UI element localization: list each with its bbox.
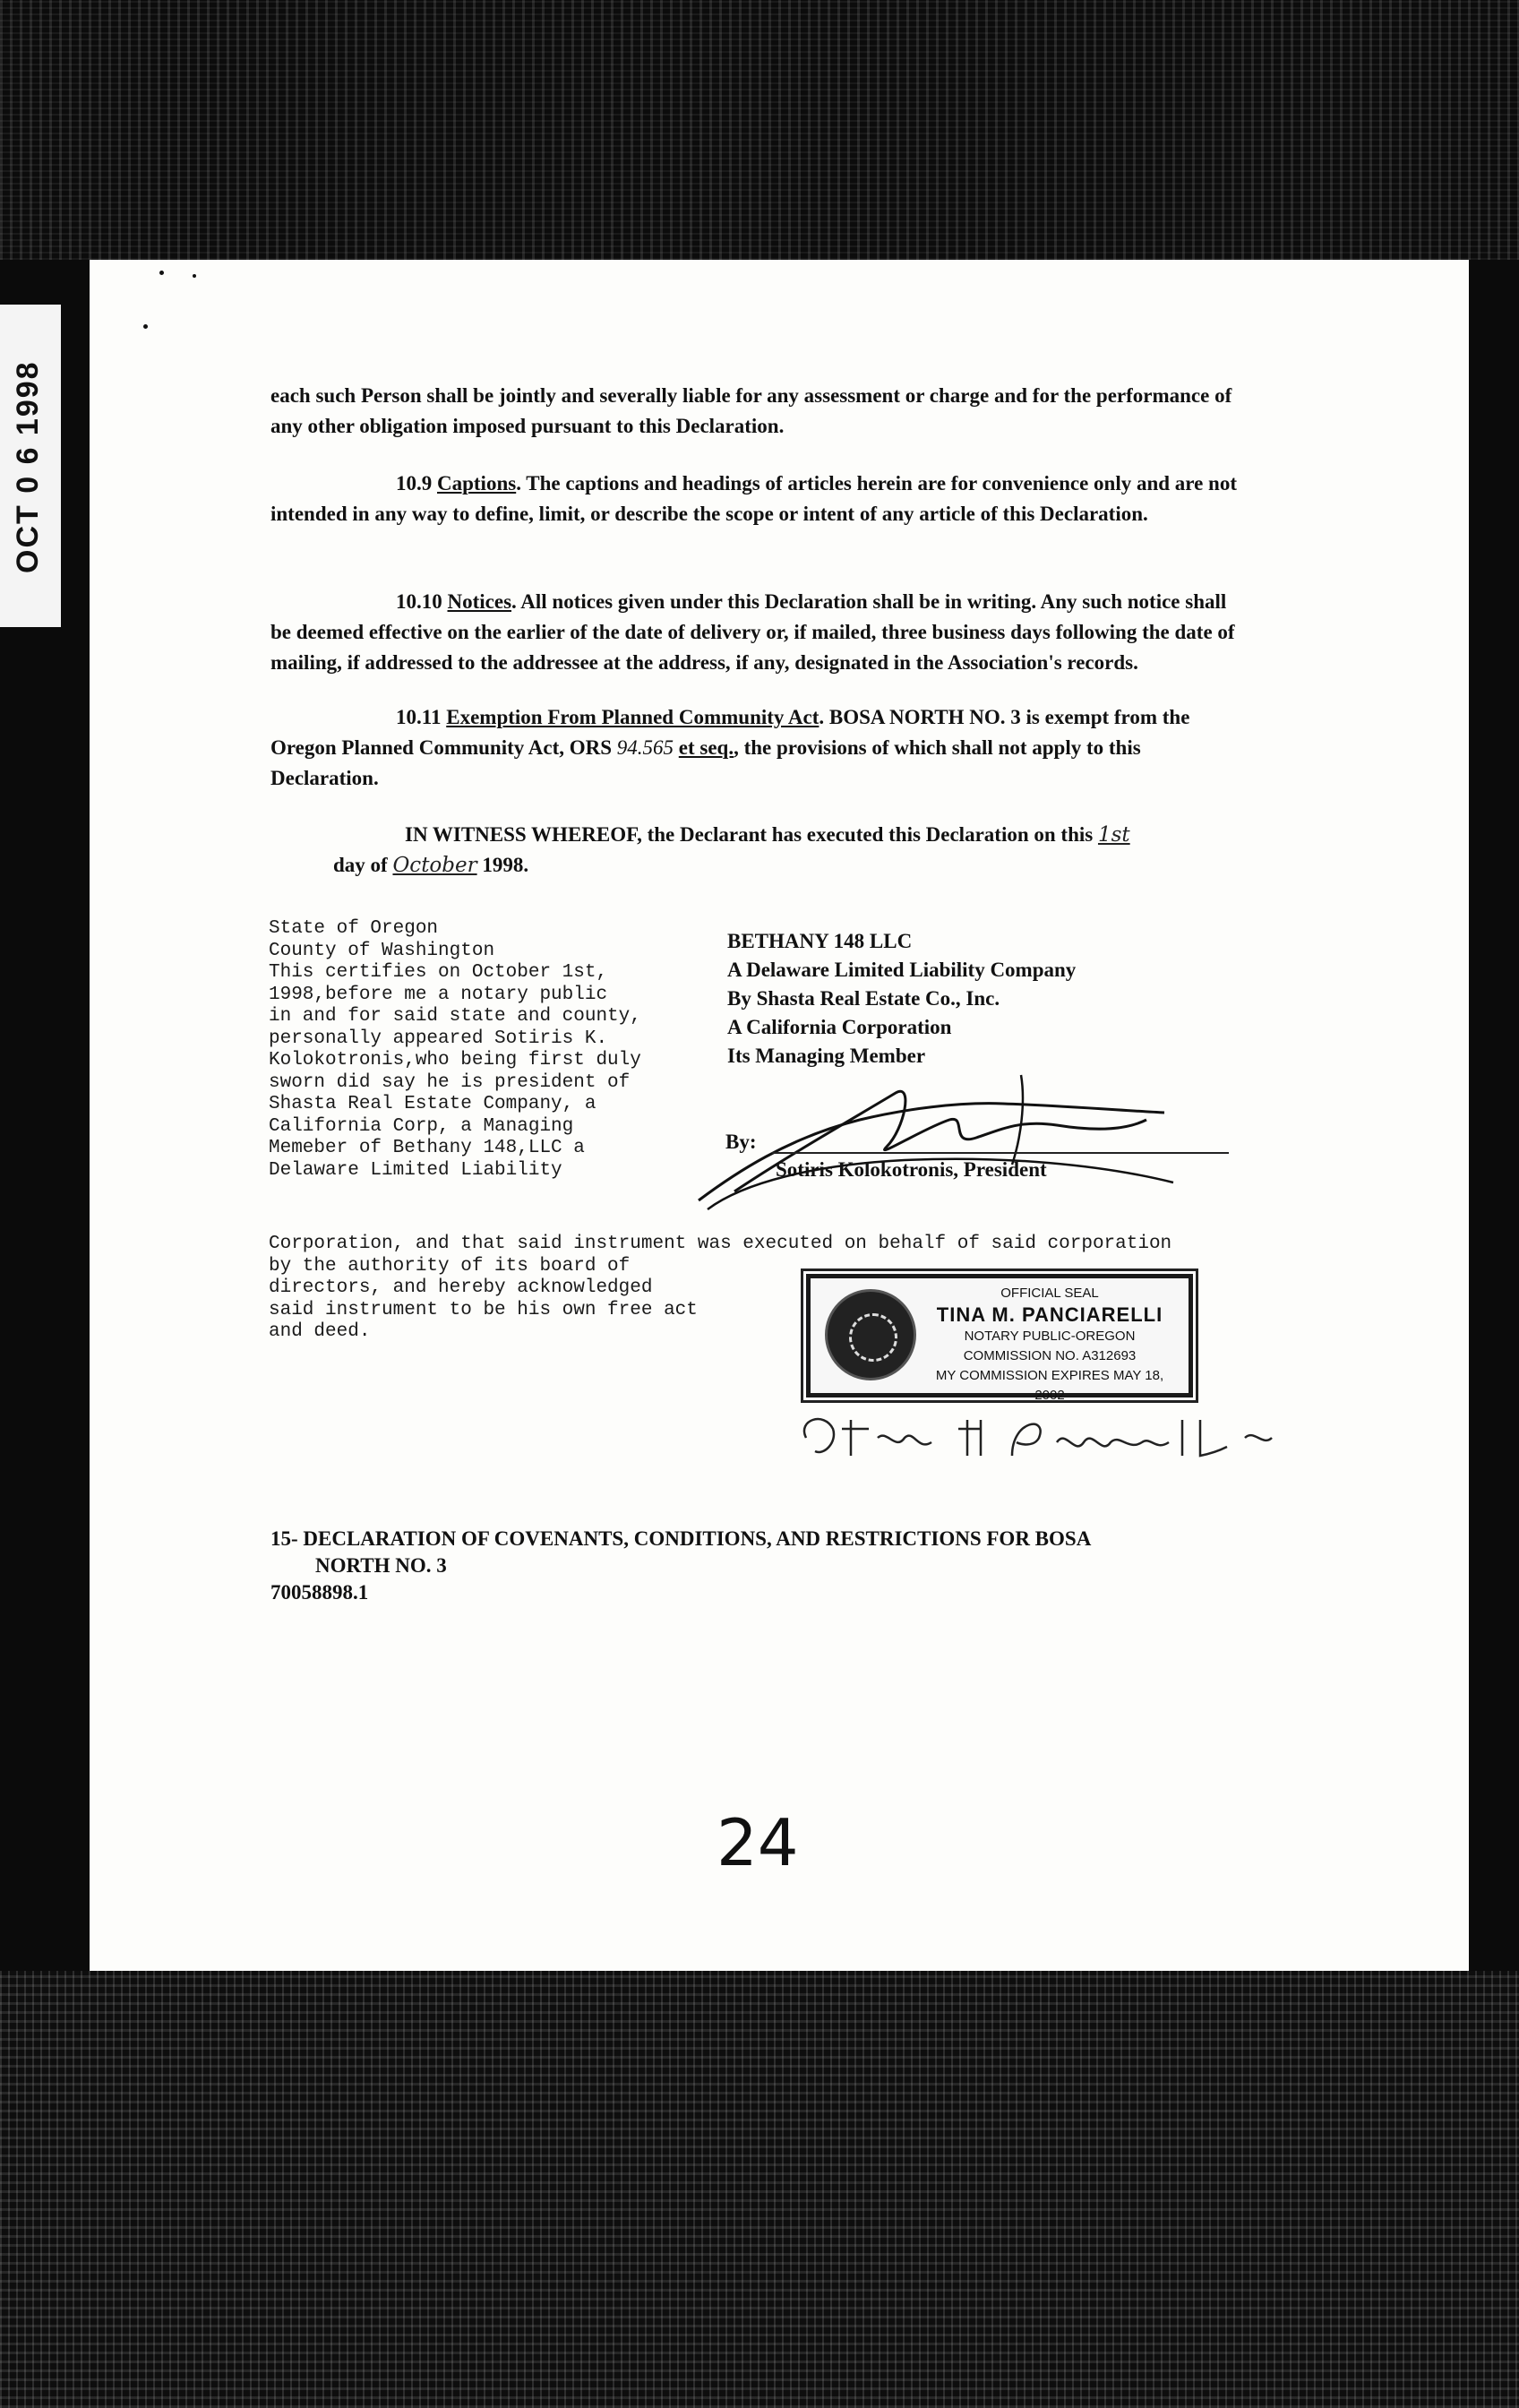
witness-clause (270, 820, 1256, 881)
company-by: By Shasta Real Estate Co., Inc. (727, 987, 1000, 1010)
notary-seal (806, 1274, 1193, 1403)
document-footer (270, 1526, 1345, 1606)
notary-signature-icon (788, 1402, 1290, 1474)
received-date-stamp: OCT 0 6 1998 (11, 360, 45, 573)
witness-text: day of (333, 854, 388, 876)
seal-text (920, 1284, 1180, 1406)
witness-year: 1998. (482, 854, 529, 876)
company-name: BETHANY 148 LLC (727, 930, 913, 952)
notary-acknowledgment: State of Oregon County of Washington This certifies on October 1st, 1998,before me a notary public in and for said state and county, personally appeared Sotiris K. Kolokotronis,who being first duly sworn did say he is president of Shasta Real Estate Company, a California Corp, a Managing Memeber of Bethany 148,LLC a Delaware Limited Liability (269, 918, 641, 1181)
company-type: A Delaware Limited Liability Company (727, 959, 1077, 981)
signer-name: Sotiris Kolokotronis, President (776, 1158, 1047, 1181)
witness-line-1 (270, 820, 1256, 850)
company-signature-block (727, 927, 1229, 1071)
section-title: Exemption From Planned Community Act (446, 706, 820, 728)
scan-noise-top (0, 0, 1519, 260)
by-label: By: (725, 1131, 757, 1153)
seal-notary-title: NOTARY PUBLIC-OREGON (964, 1329, 1136, 1344)
scan-noise-bottom (0, 1971, 1519, 2408)
handwritten-day: 1st (1097, 823, 1130, 847)
scan-speck (193, 274, 196, 278)
paragraph-captions (270, 469, 1238, 529)
section-title: Captions (437, 472, 517, 494)
ors-number: 94.565 (616, 736, 674, 759)
state-seal-icon (825, 1289, 916, 1380)
witness-text: IN WITNESS WHEREOF, the Declarant has executed this Declaration on this (405, 823, 1094, 846)
witness-line-2 (270, 850, 1256, 881)
scan-speck (143, 324, 148, 329)
scan-speck (159, 271, 164, 275)
section-number: 10.10 (396, 590, 442, 613)
section-number: 10.9 (396, 472, 433, 494)
section-number: 10.11 (396, 706, 442, 728)
paragraph-liability (270, 381, 1238, 442)
company-corp-type: A California Corporation (727, 1016, 952, 1038)
notary-acknowledgment-continued: Corporation, and that said instrument was executed on behalf of said corporation by the authority of its board of directors, and hereby acknowledged said instrument to be his own free act and deed. (269, 1234, 1172, 1342)
et-seq: et seq. (678, 736, 734, 759)
section-title: Notices (447, 590, 512, 613)
paragraph-liability-text: each such Person shall be jointly and severally liable for any assessment or charge and for the performance of any other obligation imposed pursuant to this Declaration. (270, 384, 1232, 437)
handwritten-page-number: 24 (717, 1805, 799, 1880)
section-text: . BOSA NORTH NO. 3 is exempt from the Oregon Planned Community Act, ORS (270, 706, 1190, 759)
section-text: . All notices given under this Declaration shall be in writing. Any such notice shall be deemed effective on the earlier of the date of delivery or, if mailed, three business days following the date of mailing, if addressed to the addressee at the address, if any, designated in the Association's records. (270, 590, 1235, 674)
section-text: , the provisions of which shall not apply to this Declaration. (270, 736, 1141, 789)
seal-heading: OFFICIAL SEAL (1000, 1286, 1099, 1301)
signature-line (772, 1152, 1229, 1154)
footer-title-cont: NORTH NO. 3 (315, 1554, 447, 1577)
handwritten-month: October (392, 854, 477, 877)
seal-notary-name: TINA M. PANCIARELLI (936, 1303, 1163, 1326)
scan-noise-right (1469, 260, 1519, 1971)
document-id: 70058898.1 (270, 1581, 369, 1604)
seal-commission-number: COMMISSION NO. A312693 (963, 1348, 1137, 1363)
seal-expiration: MY COMMISSION EXPIRES MAY 18, 2002 (935, 1368, 1164, 1403)
footer-title: 15- DECLARATION OF COVENANTS, CONDITIONS, AND RESTRICTIONS FOR BOSA (270, 1527, 1092, 1550)
section-text: . The captions and headings of articles herein are for convenience only and are not intended in any way to define, limit, or describe the scope or intent of any article of this Declaration. (270, 472, 1238, 525)
paragraph-exemption (270, 702, 1238, 794)
paragraph-notices (270, 587, 1238, 678)
company-role: Its Managing Member (727, 1045, 926, 1067)
